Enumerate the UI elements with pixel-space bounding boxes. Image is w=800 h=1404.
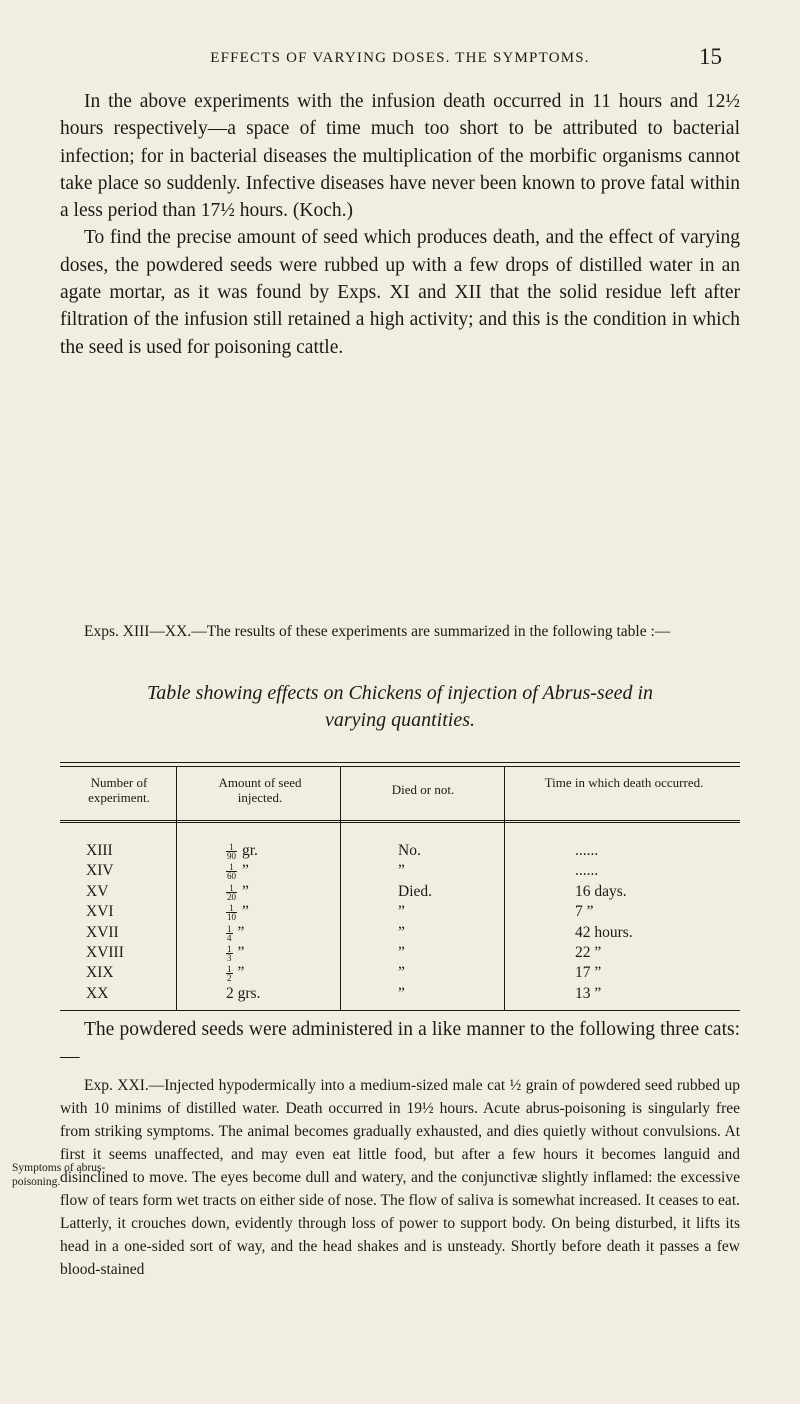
table-row-time: ...... (575, 862, 599, 880)
table-row-time: 17 ” (575, 964, 602, 982)
fraction-numerator: 1 (226, 863, 237, 872)
fraction-numerator: 1 (227, 964, 232, 975)
margin-note (12, 1161, 105, 1189)
dose-fraction (226, 843, 237, 860)
table-row-time: ...... (575, 842, 599, 859)
table-row-experiment: XV (86, 882, 109, 900)
dose-fraction (226, 965, 233, 982)
table-col-divider-1 (176, 766, 177, 1010)
exp-xxi (60, 1074, 740, 1281)
paragraph-precise-amount: To find the precise amount of seed which produces death, and the effect of varying doses, the powdered seeds were rubbed up with a few drops of distilled water in an agate mortar, as it was found by Exps. XI and XII that the solid residue left after filtration of the infusion still retained a high activity; and this is the condition in which the seed is used for poisoning cattle. (60, 227, 740, 358)
table-bottom-rule (60, 1010, 740, 1011)
running-head: EFFECTS OF VARYING DOSES. THE SYMPTOMS. (210, 50, 590, 66)
body-paragraphs (60, 88, 740, 361)
fraction-denominator: 10 (227, 912, 236, 923)
margin-note-line2: poisoning. (12, 1176, 61, 1188)
table-row-experiment: XIV (86, 862, 114, 880)
table-caption-line1: Table showing effects on Chickens of injection of Abrus-seed in (146, 682, 654, 704)
dose-unit: ” (237, 964, 245, 982)
table-col-divider-2 (340, 766, 341, 1010)
fraction-denominator: 4 (227, 932, 232, 943)
dose-unit: ” (242, 903, 249, 921)
table-row-time: 22 ” (575, 944, 602, 961)
table-row-amount (226, 964, 336, 982)
table-row-amount (226, 862, 336, 880)
table-top-rule (60, 762, 740, 763)
exps-summary-intro (60, 620, 740, 643)
table-row-experiment: XVII (86, 923, 119, 941)
dose-fraction (226, 904, 237, 921)
dose-unit: ” (242, 862, 249, 880)
table-col-divider-3 (504, 766, 505, 1010)
table-caption-line2: varying quantities. (325, 709, 475, 731)
header-died: Died or not. (391, 782, 455, 797)
dose-unit: ” (237, 923, 245, 941)
fraction-numerator: 1 (226, 884, 237, 893)
page-number: 15 (699, 44, 722, 69)
fraction-denominator: 20 (227, 891, 236, 902)
dose-fraction (226, 884, 237, 901)
fraction-numerator: 1 (226, 904, 237, 913)
fraction-denominator: 3 (227, 952, 232, 963)
fraction-numerator: 1 (227, 943, 232, 954)
paragraph-infusion-death: In the above experiments with the infusion death occurred in 11 hours and 12½ hours respectively—a space of time much too short to be attributed to bacterial infection; for in bacterial diseases the multiplication of the morbific organisms cannot take place so suddenly. Infective diseases have never been known to prove fatal within a less period than 17½ hours. (Koch.) (60, 91, 740, 222)
table-top-rule-2 (60, 766, 740, 767)
paragraph-exps-xiii-xx: Exps. XIII—XX.—The results of these experiments are summarized in the following table :— (84, 623, 671, 640)
dose-unit: 2 grs. (226, 984, 261, 1002)
table-row-amount (226, 985, 336, 1003)
table-row-died: ” (398, 964, 405, 982)
table-row-died: ” (398, 923, 405, 941)
table-header-rule (60, 820, 740, 821)
table-row-experiment: XVI (86, 903, 114, 921)
dose-fraction (226, 925, 233, 942)
table-row-time: 16 days. (575, 882, 627, 900)
table-row-experiment: XX (86, 984, 109, 1002)
table-row-died: Died. (398, 882, 433, 900)
dose-fraction (226, 945, 233, 962)
table-row-died: ” (398, 984, 405, 1002)
table-row-amount (226, 883, 336, 901)
table-row-amount (226, 944, 336, 962)
table-row-experiment: XIII (86, 842, 113, 859)
table-row-amount (226, 903, 336, 921)
table-row-died: ” (398, 903, 405, 921)
table-row-died: ” (398, 862, 405, 880)
table-row-amount (226, 924, 336, 942)
fraction-numerator: 1 (227, 923, 232, 934)
table-row-time: 13 ” (575, 984, 602, 1002)
table-row-time: 7 ” (575, 903, 594, 921)
header-amount: Amount of seed injected. (218, 775, 302, 805)
dose-unit: gr. (242, 842, 258, 859)
table-row-amount (226, 842, 336, 860)
cats-intro (60, 1016, 740, 1071)
fraction-denominator: 2 (227, 973, 232, 984)
table-caption (60, 680, 740, 734)
table-row-died: ” (398, 944, 405, 961)
dose-unit: ” (237, 944, 245, 961)
header-time: Time in which death occurred. (544, 775, 704, 790)
table-row-time: 42 hours. (575, 923, 633, 941)
table-header-rule-2 (60, 822, 740, 823)
margin-note-line1: Symptoms of abrus- (12, 1162, 106, 1174)
dose-fraction (226, 863, 237, 880)
fraction-numerator: 1 (226, 843, 237, 852)
paragraph-three-cats: The powdered seeds were administered in a like manner to the following three cats:— (60, 1019, 740, 1068)
table-row-died: No. (398, 842, 421, 859)
table-row-experiment: XVIII (86, 944, 124, 961)
fraction-denominator: 90 (227, 850, 236, 861)
dose-unit: ” (242, 882, 249, 900)
table-row-experiment: XIX (86, 964, 114, 982)
fraction-denominator: 60 (227, 871, 236, 882)
paragraph-exp-xxi: Exp. XXI.—Injected hypodermically into a medium-sized male cat ½ grain of powdered seed rubbed up with 10 minims of distilled water. Death occurred in 19½ hours. Acute abrus-poisoning is singularly free from striking symptoms. The animal becomes gradually exhausted, and dies quietly without convulsions. At first it seems unaffected, and may even eat little food, but after a few hours it becomes languid and disinclined to move. The eyes become dull and watery, and the conjunctivæ slightly inflamed: the excessive flow of tears form wet tracts on either side of nose. The flow of saliva is somewhat increased. It ceases to eat. Latterly, it crouches down, evidently through loss of power to support body. On being disturbed, it lifts its head in a one-sided sort of way, and the head shakes and is unsteady. Shortly before death it passes a few blood-stained (60, 1077, 740, 1278)
header-experiment: Number of experiment. (88, 775, 150, 805)
